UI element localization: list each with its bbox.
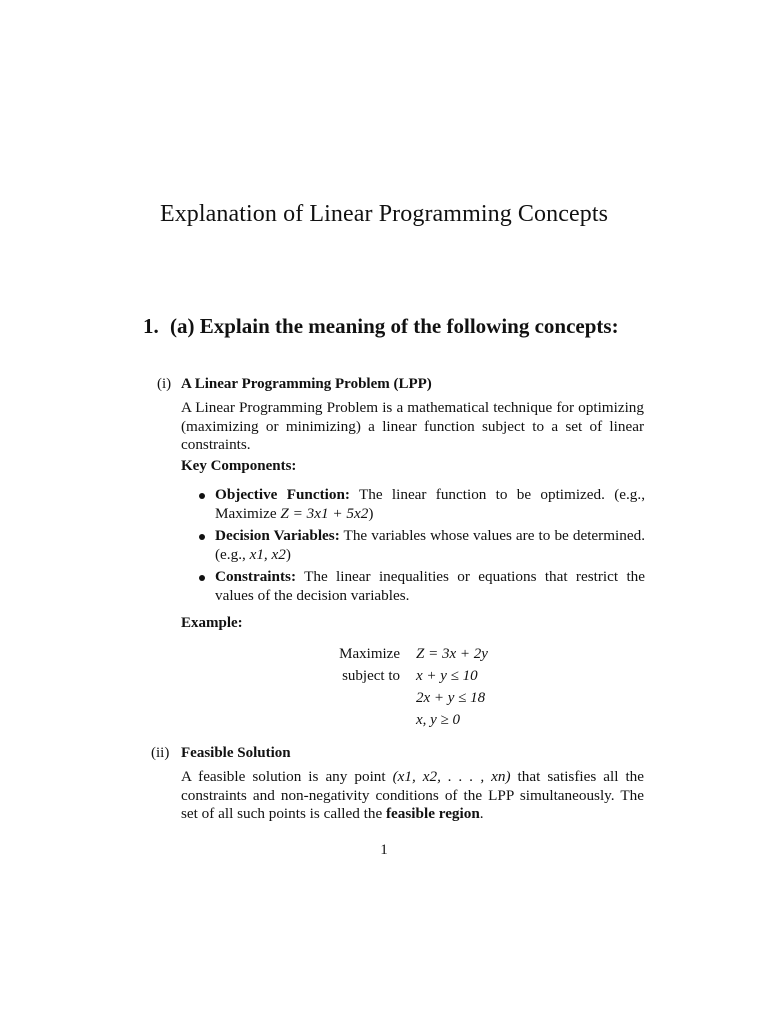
document-title: Explanation of Linear Programming Concepts (159, 201, 609, 227)
list-item (199, 527, 645, 564)
bullet-term: Objective Function: (215, 486, 350, 503)
bullet-text: The linear inequalities or equations that restrict the values of the decision variables. (215, 568, 645, 604)
example-row (300, 643, 488, 665)
paragraph-math: (x1, x2, . . . , xn) (392, 768, 511, 785)
example-row-expression: x + y ≤ 10 (416, 667, 478, 684)
page-number: 1 (380, 842, 388, 858)
bullet-term: Decision Variables: (215, 527, 340, 544)
example-row (300, 687, 488, 709)
feasible-region-term: feasible region (386, 805, 480, 822)
example-row-expression: Z = 3x + 2y (416, 645, 488, 662)
bullet-text-end: ) (368, 504, 374, 522)
feasible-solution-paragraph (181, 768, 644, 824)
example-row (300, 665, 488, 687)
bullet-text: The variables whose values are to be determined. (e.g., (215, 527, 645, 563)
item-heading-feasible-solution: Feasible Solution (181, 745, 291, 761)
bullet-term: Constraints: (215, 568, 297, 585)
item-marker-ii: (ii) (151, 745, 170, 761)
example-row-label: subject to (342, 667, 400, 684)
example-row-label: Maximize (339, 645, 400, 662)
item-heading-lpp: A Linear Programming Problem (LPP) (181, 376, 432, 392)
example-row-expression: 2x + y ≤ 18 (416, 689, 486, 706)
list-item (199, 486, 645, 523)
example-row (300, 709, 488, 731)
lpp-definition-paragraph: A Linear Programming Problem is a mathematical technique for optimizing (maximizing or minimizing) a linear function subject to a set of linear constraints. (181, 399, 644, 453)
bullet-icon (199, 575, 205, 581)
bullet-icon (199, 534, 205, 540)
section-heading (143, 312, 645, 340)
paragraph-end: . (479, 805, 484, 822)
example-label: Example: (181, 615, 243, 631)
paragraph-text: A feasible solution is any point (181, 768, 393, 785)
section-number: 1. (143, 314, 159, 338)
bullet-math: Z = 3x1 + 5x2 (280, 504, 369, 522)
example-row-label (300, 687, 416, 709)
bullet-icon (199, 493, 205, 499)
bullet-math: x1, x2 (249, 545, 286, 563)
example-row-expression: x, y ≥ 0 (416, 711, 461, 728)
bullet-text-end: ) (285, 545, 291, 563)
section-heading-text: (a) Explain the meaning of the following concepts: (170, 314, 619, 338)
item-marker-i: (i) (157, 376, 172, 392)
bullet-text: The linear function to be optimized. (e.g., Maximize (215, 486, 645, 522)
example-row-label (300, 709, 416, 731)
example-lp-formulation (300, 643, 488, 731)
key-components-label: Key Components: (181, 458, 297, 474)
list-item (199, 568, 645, 605)
key-components-list (199, 486, 645, 609)
paragraph-text-cont: that satisfies all the constraints and non-negativity conditions of the LPP simultaneously. The set of all such points is called the (181, 768, 645, 822)
